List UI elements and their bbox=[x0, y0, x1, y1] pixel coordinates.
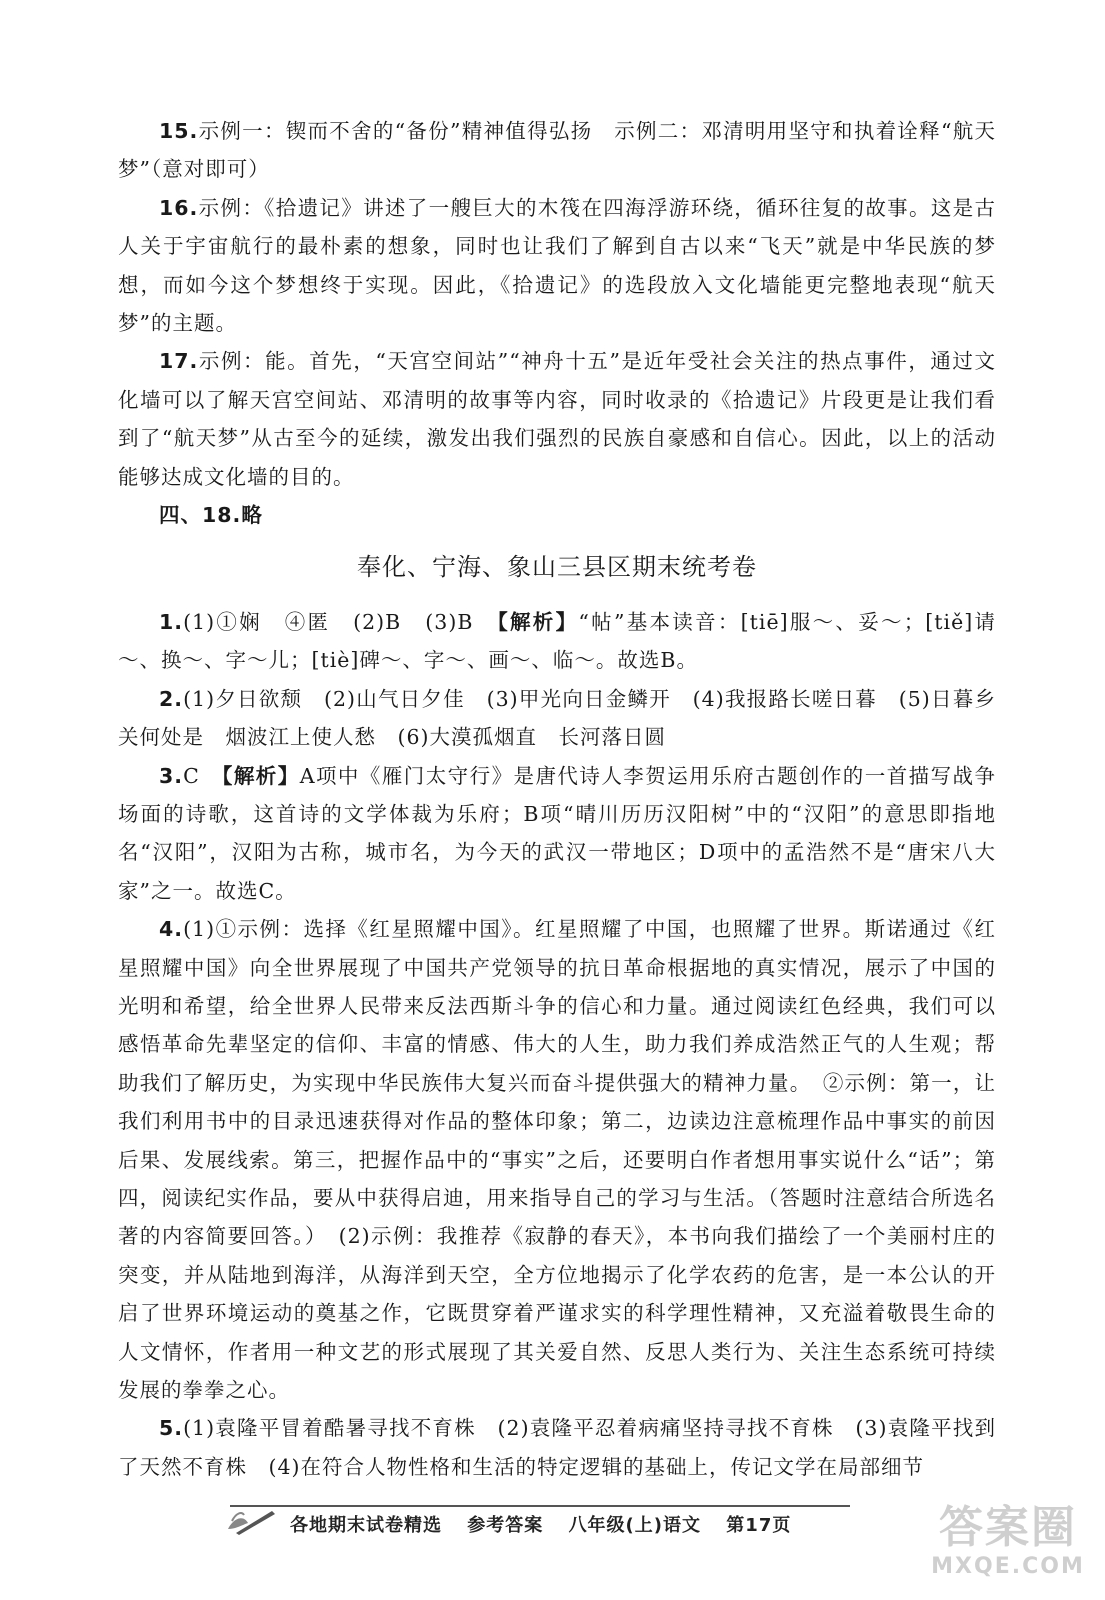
answer-number: 四、18. bbox=[159, 503, 242, 528]
page-footer bbox=[230, 1505, 850, 1541]
answer-number: 3. bbox=[159, 763, 184, 788]
answer-text: (1)夕日欲颓 (2)山气日夕佳 (3)甲光向日金鳞开 (4)我报路长嗟日暮 (5)日暮乡关何处是 烟波江上使人愁 (6)大漠孤烟直 长河落日圆 bbox=[118, 686, 996, 750]
pen-leaf-icon bbox=[222, 1503, 278, 1542]
answer-2 bbox=[118, 680, 996, 757]
answer-content bbox=[118, 112, 996, 1486]
answer-number: 17. bbox=[159, 349, 199, 374]
answer-number: 2. bbox=[159, 686, 184, 711]
watermark bbox=[923, 1502, 1093, 1592]
answer-prefix: C bbox=[183, 763, 223, 788]
answer-number: 5. bbox=[159, 1416, 184, 1441]
answer-text: (1)①示例：选择《红星照耀中国》。红星照耀了中国，也照耀了世界。斯诺通过《红星照耀中国》向全世界展现了中国共产党领导的抗日革命根据地的真实情况，展示了中国的光明和希望，给全世界人民带来反法西斯斗争的信心和力量。通过阅读红色经典，我们可以感悟革命先辈坚定的信仰、丰富的情感、伟大的人生，助力我们养成浩然正气的人生观；帮助我们了解历史，为实现中华民族伟大复兴而奋斗提供强大的精神力量。 ②示例：第一，让我们利用书中的目录迅速获得对作品的整体印象；第二，边读边注意梳理作品中事实的前因后果、发展线索。第三，把握作品中的“事实”之后，还要明白作者想用事实说什么“话”；第四，阅读纪实作品，要从中获得启迪，用来指导自己的学习与生活。（答题时注意结合所选名著的内容简要回答。） (2)示例：我推荐《寂静的春天》，本书向我们描绘了一个美丽村庄的突变，并从陆地到海洋，从海洋到天空，全方位地揭示了化学农药的危害，是一本公认的开启了世界环境运动的奠基之作，它既贯穿着严谨求实的科学理性精神，又充溢着敬畏生命的人文情怀，作者用一种文艺的形式展现了其关爱自然、反思人类行为、关注生态系统可持续发展的拳拳之心。 bbox=[118, 917, 996, 1402]
answer-prefix: (1)①娴 ④匿 (2)B (3)B bbox=[183, 609, 498, 634]
answer-number: 15. bbox=[159, 119, 199, 143]
footer-page-number: 第17页 bbox=[726, 1515, 792, 1536]
analysis-label: 【解析】 bbox=[222, 763, 300, 788]
answer-text: (1)袁隆平冒着酷暑寻找不育株 (2)袁隆平忍着病痛坚持寻找不育株 (3)袁隆平找到了天然不育株 (4)在符合人物性格和生活的特定逻辑的基础上，传记文学在局部细节 bbox=[118, 1416, 996, 1479]
answer-15 bbox=[118, 112, 996, 189]
footer-grade: 八年级(上)语文 bbox=[568, 1515, 702, 1536]
answer-number: 16. bbox=[159, 195, 199, 220]
footer-book: 各地期末试卷精选 bbox=[290, 1515, 442, 1536]
answer-1 bbox=[118, 603, 996, 680]
analysis-label: 【解析】 bbox=[497, 609, 579, 634]
answer-text: 示例：《拾遗记》讲述了一艘巨大的木筏在四海浮游环绕，循环往复的故事。这是古人关于宇宙航行的最朴素的想象，同时也让我们了解到自古以来“飞天”就是中华民族的梦想，而如今这个梦想终于实现。因此，《拾遗记》的选段放入文化墙能更完整地表现“航天梦”的主题。 bbox=[118, 195, 996, 336]
answer-text: 略 bbox=[241, 503, 263, 528]
watermark-top: 答案圈 bbox=[939, 1502, 1077, 1553]
answer-number: 4. bbox=[159, 917, 184, 942]
footer-section: 参考答案 bbox=[467, 1515, 544, 1536]
answer-number: 1. bbox=[159, 609, 184, 634]
answer-text: “帖”基本读音：[tiē]服～、妥～；[tiě]请～、换～、字～儿；[tiè]碑～、字～、画～、临～。故选B。 bbox=[118, 609, 997, 673]
footer-text bbox=[290, 1511, 809, 1537]
answer-3 bbox=[118, 757, 996, 911]
answer-16 bbox=[118, 189, 996, 343]
answer-5 bbox=[118, 1409, 996, 1486]
answer-4 bbox=[118, 910, 996, 1409]
section-title: 奉化、宁海、象山三县区期末统考卷 bbox=[357, 553, 757, 582]
answer-text: 示例一：锲而不舍的“备份”精神值得弘扬 示例二：邓清明用坚守和执着诠释“航天梦”（意对即可） bbox=[118, 119, 996, 182]
answer-18 bbox=[118, 496, 996, 534]
answer-text: A项中《雁门太守行》是唐代诗人李贺运用乐府古题创作的一首描写战争场面的诗歌，这首诗的文学体裁为乐府；B项“晴川历历汉阳树”中的“汉阳”的意思即指地名“汉阳”，汉阳为古称，城市名，为今天的武汉一带地区；D项中的孟浩然不是“唐宋八大家”之一。故选C。 bbox=[118, 763, 997, 903]
answer-text: 示例：能。首先，“天宫空间站”“神舟十五”是近年受社会关注的热点事件，通过文化墙可以了解天宫空间站、邓清明的故事等内容，同时收录的《拾遗记》片段更是让我们看到了“航天梦”从古至今的延续，激发出我们强烈的民族自豪感和自信心。因此，以上的活动能够达成文化墙的目的。 bbox=[118, 349, 996, 489]
watermark-bottom: MXQE.COM bbox=[931, 1554, 1085, 1579]
answer-17 bbox=[118, 342, 996, 496]
